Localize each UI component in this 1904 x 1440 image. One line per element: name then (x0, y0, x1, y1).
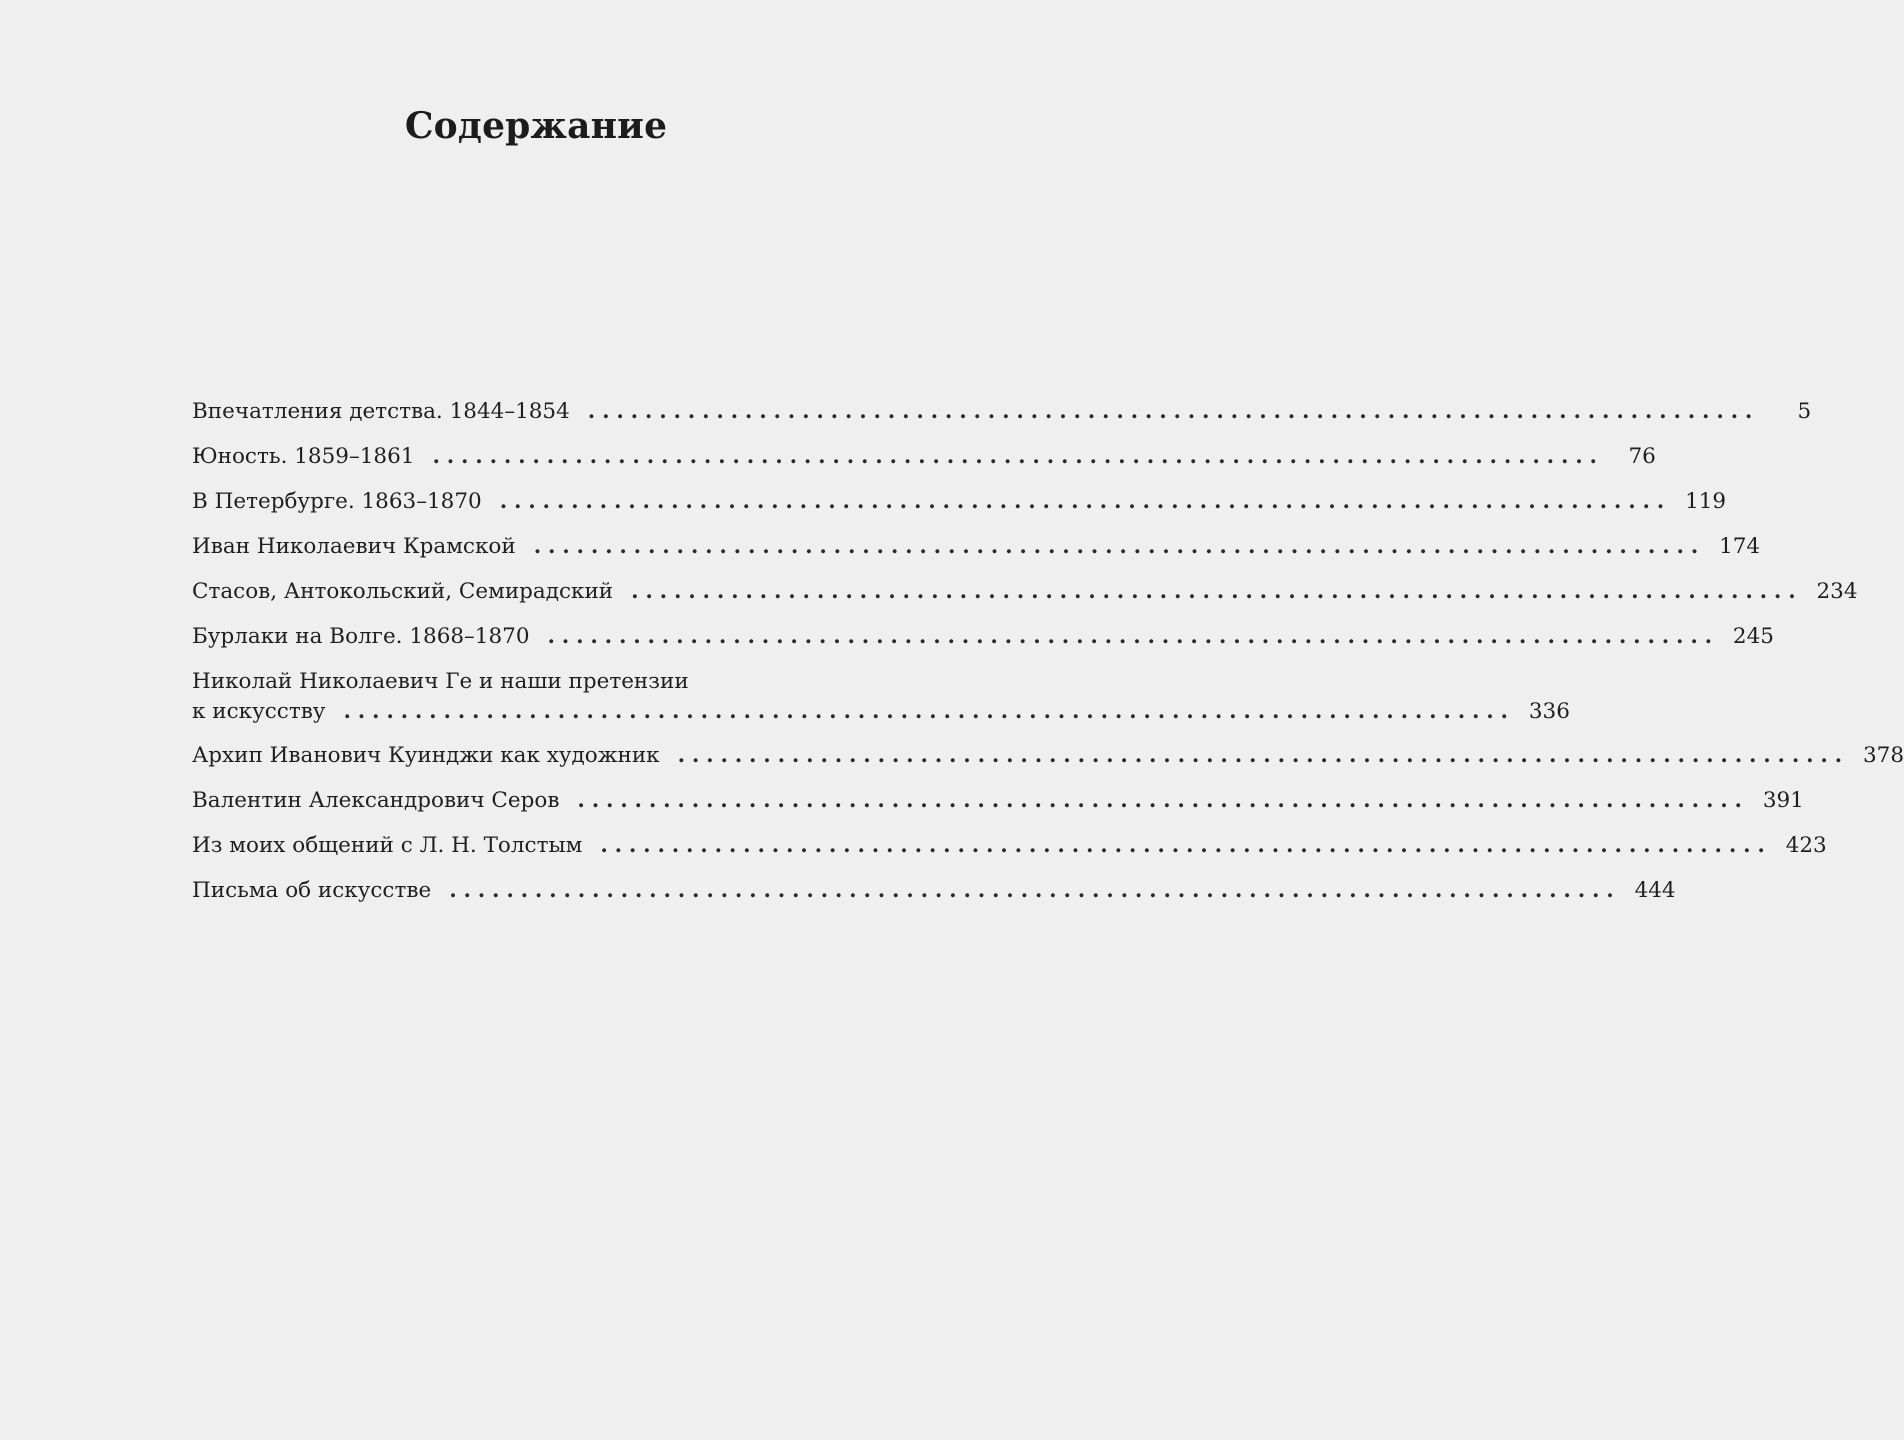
toc-entry-line (192, 532, 1761, 562)
toc-entry-line (192, 667, 880, 697)
dot-leader: .................................................................................. (600, 833, 1772, 858)
toc-entry-line (192, 577, 1858, 607)
table-of-contents (192, 397, 1904, 921)
page-title: Содержание (404, 105, 668, 148)
toc-entry-line (192, 622, 1774, 652)
toc-entry-page-number: 391 (1762, 788, 1804, 813)
toc-entry-line (192, 442, 1656, 472)
toc-entry (192, 532, 1761, 577)
toc-entry-page-number: 174 (1719, 534, 1761, 559)
toc-entry-line (192, 397, 1812, 427)
toc-entry (192, 831, 1827, 876)
toc-entry (192, 622, 1774, 667)
toc-entry-page-number: 245 (1732, 624, 1774, 649)
toc-entry-title: Юность. 1859–1861 (192, 444, 415, 469)
toc-entry-page-number: 423 (1785, 833, 1827, 858)
toc-entry-title: Впечатления детства. 1844–1854 (192, 399, 570, 424)
toc-entry (192, 442, 1656, 487)
dot-leader: .................................................................................. (449, 878, 1621, 903)
toc-entry-page-number: 444 (1634, 878, 1676, 903)
toc-entry-page-number: 378 (1862, 743, 1904, 768)
toc-entry-title: Из моих общений с Л. Н. Толстым (192, 833, 583, 858)
toc-entry (192, 741, 1904, 786)
toc-entry-page-number: 119 (1685, 489, 1727, 514)
toc-entry (192, 487, 1727, 532)
toc-entry-line (192, 831, 1827, 861)
dot-leader: .................................................................................. (533, 534, 1706, 559)
toc-entry-page-number: 336 (1528, 699, 1570, 724)
toc-entry (192, 876, 1676, 921)
dot-leader: .................................................................................. (547, 624, 1719, 649)
dot-leader: .................................................................................. (343, 699, 1515, 724)
toc-entry (192, 577, 1858, 622)
toc-entry (192, 786, 1804, 831)
dot-leader: .................................................................................. (577, 788, 1749, 813)
toc-entry-page-number: 76 (1628, 444, 1656, 469)
toc-entry (192, 667, 1570, 741)
toc-entry-line (192, 741, 1904, 771)
toc-entry-line (192, 786, 1804, 816)
toc-entry (192, 397, 1812, 442)
toc-entry-title: В Петербурге. 1863–1870 (192, 489, 482, 514)
dot-leader: .................................................................................. (677, 743, 1849, 768)
toc-entry-title: Иван Николаевич Крамской (192, 534, 516, 559)
toc-entry-title: Николай Николаевич Ге и наши претензии (192, 669, 689, 694)
toc-entry-title-continued: к искусству (192, 699, 326, 724)
toc-entry-page-number: 5 (1797, 399, 1812, 424)
toc-entry-line (192, 487, 1727, 517)
toc-entry-title: Стасов, Антокольский, Семирадский (192, 579, 614, 604)
toc-entry-line (192, 876, 1676, 906)
toc-entry-title: Бурлаки на Волге. 1868–1870 (192, 624, 530, 649)
toc-entry-title: Валентин Александрович Серов (192, 788, 560, 813)
dot-leader: .................................................................................. (432, 444, 1604, 469)
toc-entry-title: Письма об искусстве (192, 878, 432, 903)
dot-leader: .................................................................................. (587, 399, 1760, 424)
dot-leader: .................................................................................. (499, 489, 1672, 514)
toc-entry-page-number: 234 (1816, 579, 1858, 604)
toc-entry-line (192, 697, 1570, 727)
toc-entry-title: Архип Иванович Куинджи как художник (192, 743, 660, 768)
dot-leader: .................................................................................. (631, 579, 1803, 604)
